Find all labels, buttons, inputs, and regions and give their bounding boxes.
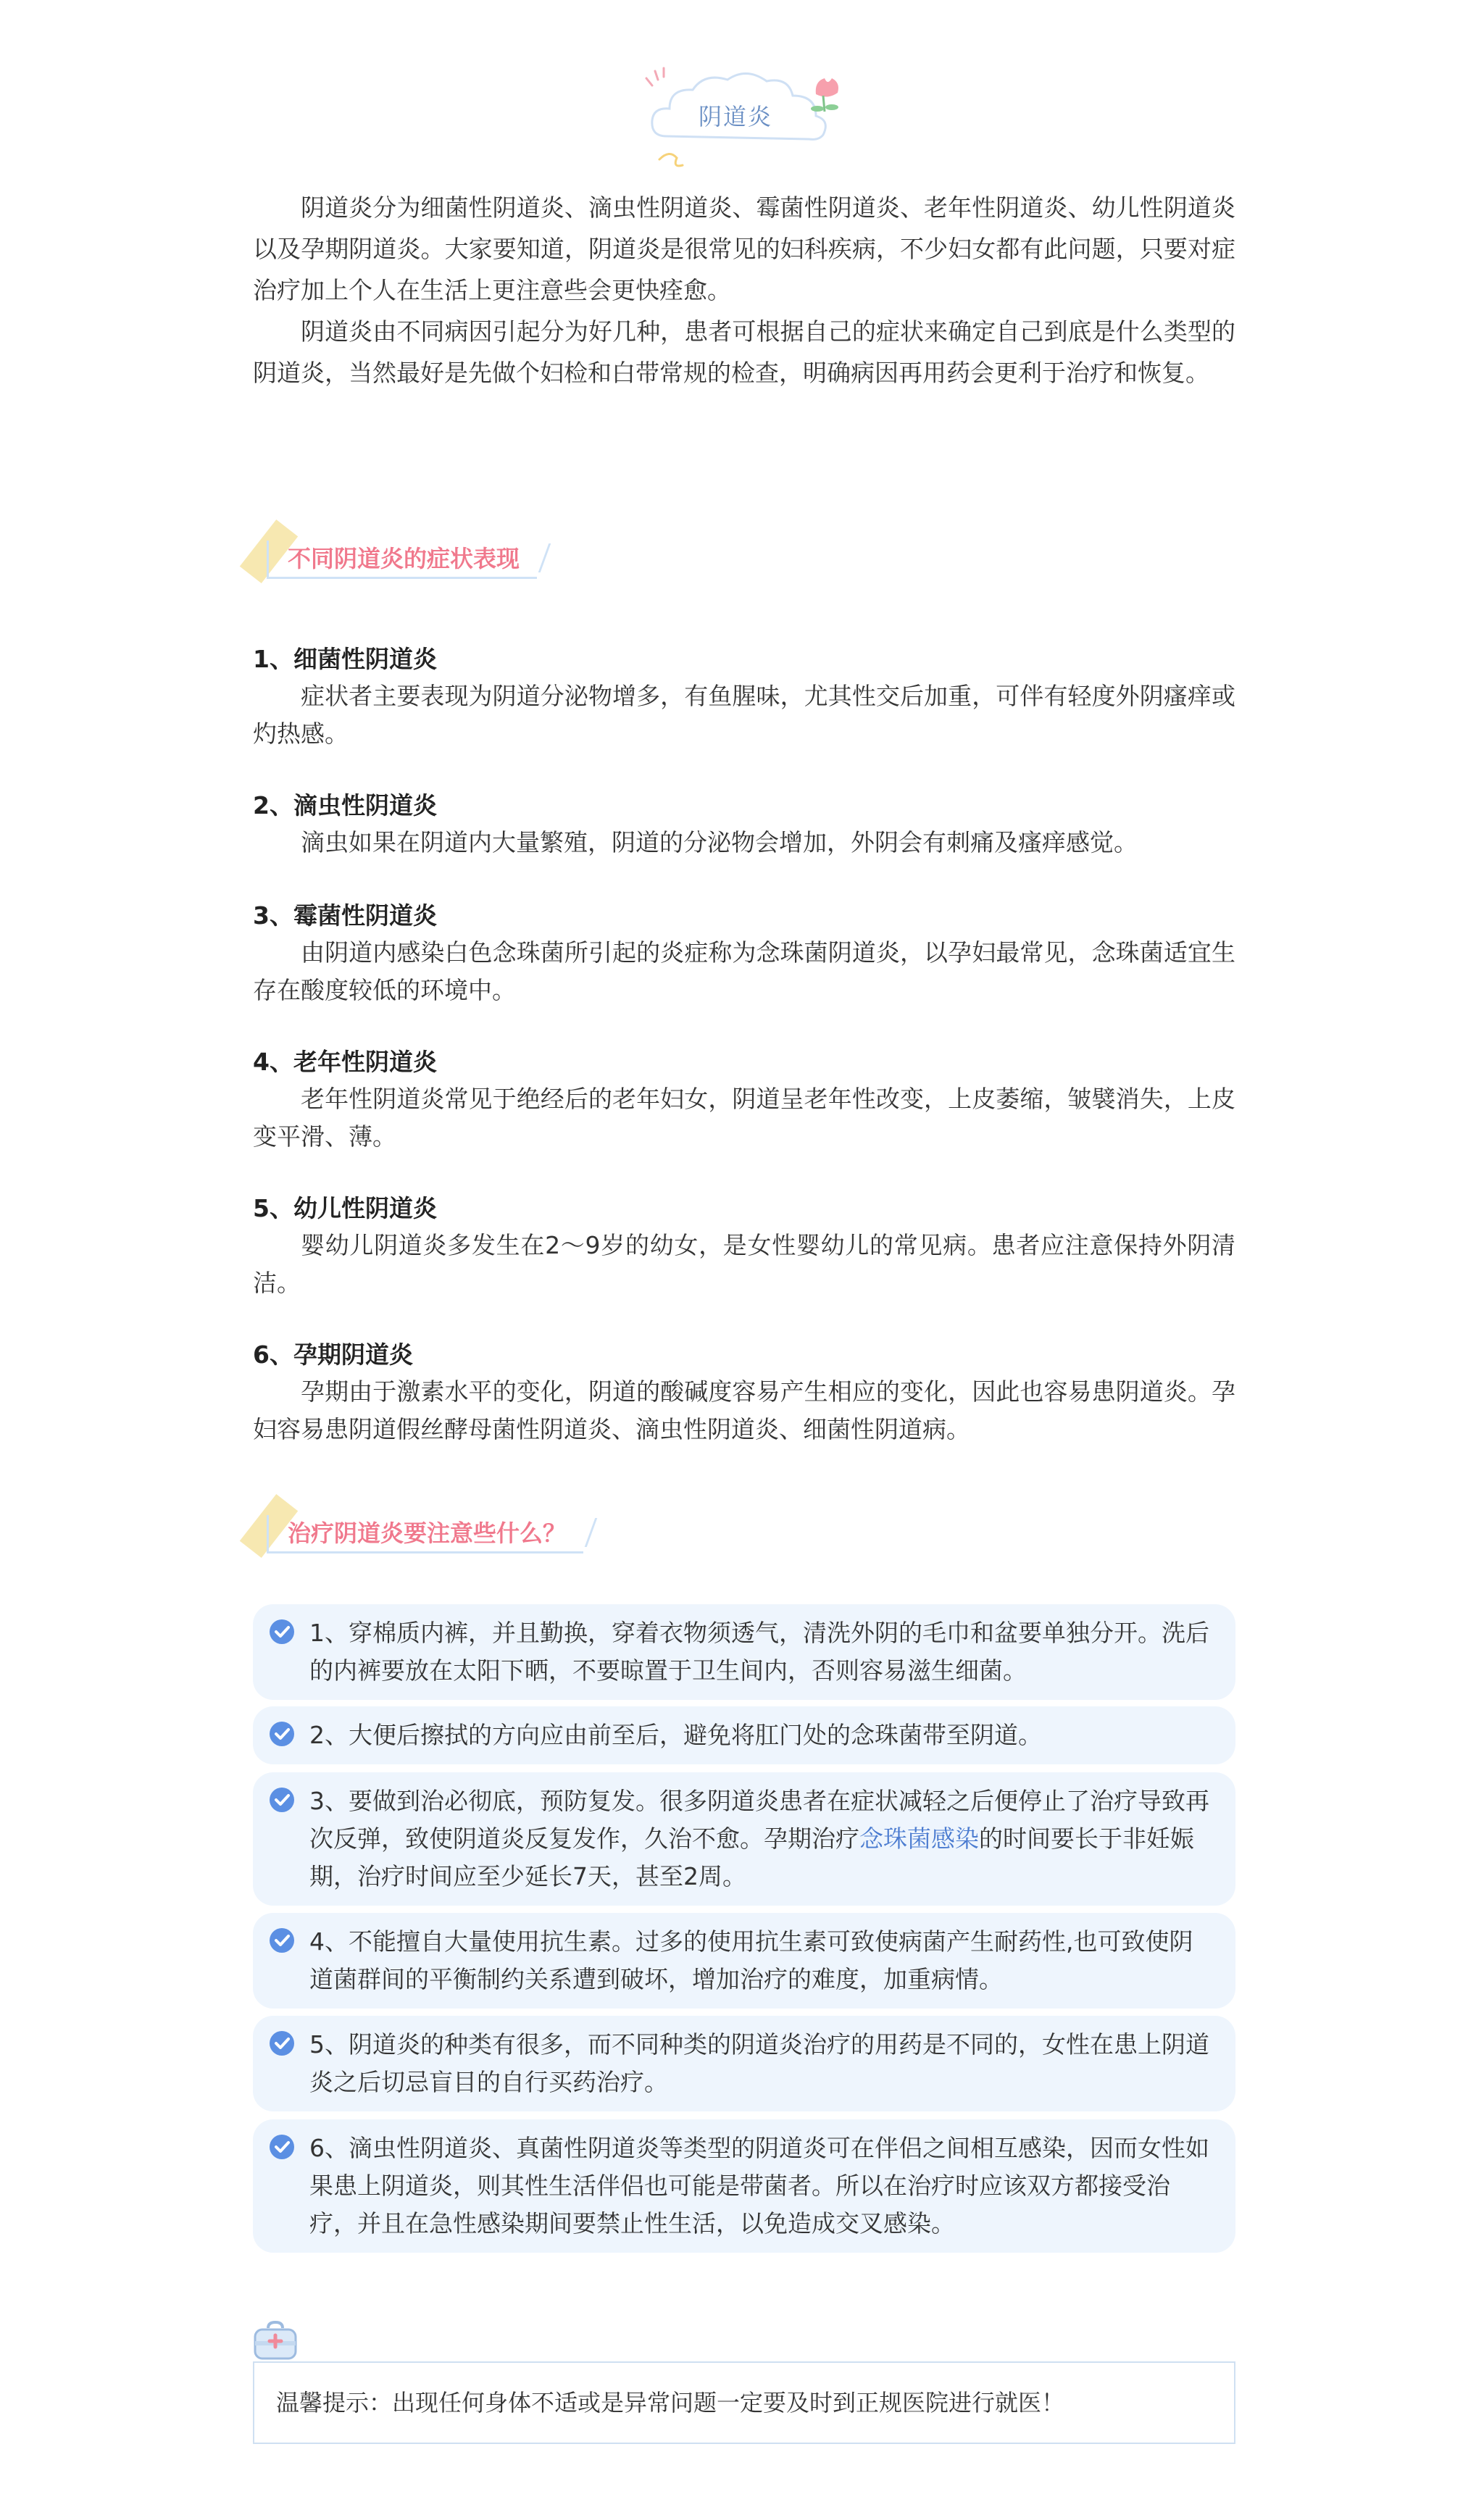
section-heading-label: 不同阴道炎的症状表现 xyxy=(267,541,537,579)
treatment-text-part: 的时间要长于非妊娠期，治疗时间应至少延长7天，甚至2周。 xyxy=(309,1824,1194,1890)
symptom-item xyxy=(253,1190,1235,1302)
symptom-title: 4、老年性阴道炎 xyxy=(253,1048,437,1076)
treatment-text: 4、不能擅自大量使用抗生素。过多的使用抗生素可致使病菌产生耐药性,也可致使阴道菌群间的平衡制约关系遭到破坏，增加治疗的难度，加重病情。 xyxy=(309,1927,1193,1993)
symptom-text: 症状者主要表现为阴道分泌物增多，有鱼腥味，尤其性交后加重，可伴有轻度外阴瘙痒或灼热感。 xyxy=(253,682,1235,748)
treatment-text: 1、穿棉质内裤，并且勤换，穿着衣物须透气，清洗外阴的毛巾和盆要单独分开。洗后的内裤要放在太阳下晒，不要晾置于卫生间内，否则容易滋生细菌。 xyxy=(309,1619,1209,1685)
symptom-title: 2、滴虫性阴道炎 xyxy=(253,791,437,819)
symptom-text: 滴虫如果在阴道内大量繁殖，阴道的分泌物会增加，外阴会有刺痛及瘙痒感觉。 xyxy=(301,828,1138,856)
title-banner xyxy=(638,51,848,174)
section-heading-label: 治疗阴道炎要注意些什么？ xyxy=(267,1515,583,1553)
symptom-item xyxy=(253,641,1235,753)
treatment-text: 6、滴虫性阴道炎、真菌性阴道炎等类型的阴道炎可在伴侣之间相互感染，因而女性如果患上阴道炎，则其性生活伴侣也可能是带菌者。所以在治疗时应该双方都接受治疗，并且在急性感染期间要禁止性生活，以免造成交叉感染。 xyxy=(309,2134,1209,2237)
symptom-title: 6、孕期阴道炎 xyxy=(253,1340,413,1369)
symptom-item xyxy=(253,1337,1235,1448)
symptom-title: 1、细菌性阴道炎 xyxy=(253,645,437,673)
symptom-text: 由阴道内感染白色念珠菌所引起的炎症称为念珠菌阴道炎，以孕妇最常见，念珠菌适宜生存在酸度较低的环境中。 xyxy=(253,938,1235,1004)
treatment-text-part: 3、要做到治必彻底，预防复发。很多阴道炎患者在症状减轻之后便停止了治疗导致再次反弹，致使阴道炎反复发作，久治不愈。孕期治疗 xyxy=(309,1787,1209,1853)
check-circle-icon xyxy=(269,2030,295,2056)
intro-paragraph: 阴道炎分为细菌性阴道炎、滴虫性阴道炎、霉菌性阴道炎、老年性阴道炎、幼儿性阴道炎以及孕期阴道炎。大家要知道，阴道炎是很常见的妇科疾病，不少妇女都有此问题，只要对症治疗加上个人在生活上更注意些会更快痊愈。 xyxy=(253,193,1235,304)
check-circle-icon xyxy=(269,1619,295,1645)
check-circle-icon xyxy=(269,1787,295,1813)
check-circle-icon xyxy=(269,1927,295,1953)
medical-kit-icon xyxy=(252,2321,299,2363)
symptom-item xyxy=(253,898,1235,1009)
treatment-card xyxy=(253,1604,1235,1700)
symptom-item xyxy=(253,1044,1235,1156)
treatment-card xyxy=(253,1772,1235,1906)
symptom-text: 孕期由于激素水平的变化，阴道的酸碱度容易产生相应的变化，因此也容易患阴道炎。孕妇容易患阴道假丝酵母菌性阴道炎、滴虫性阴道炎、细菌性阴道病。 xyxy=(253,1377,1235,1443)
page-title: 阴道炎 xyxy=(698,103,772,130)
treatment-text: 5、阴道炎的种类有很多，而不同种类的阴道炎治疗的用药是不同的，女性在患上阴道炎之后切忌盲目的自行买药治疗。 xyxy=(309,2030,1209,2096)
treatment-card xyxy=(253,1706,1235,1764)
symptom-item xyxy=(253,788,1235,862)
check-circle-icon xyxy=(269,2134,295,2160)
treatment-card xyxy=(253,1913,1235,2009)
intro-paragraph: 阴道炎由不同病因引起分为好几种，患者可根据自己的症状来确定自己到底是什么类型的阴道炎，当然最好是先做个妇检和白带常规的检查，明确病因再用药会更利于治疗和恢复。 xyxy=(253,317,1235,387)
symptom-text: 老年性阴道炎常见于绝经后的老年妇女，阴道呈老年性改变，上皮萎缩，皱襞消失，上皮变平滑、薄。 xyxy=(253,1085,1235,1151)
treatment-text: 2、大便后擦拭的方向应由前至后，避免将肛门处的念珠菌带至阴道。 xyxy=(309,1721,1042,1749)
candida-infection-link[interactable]: 念珠菌感染 xyxy=(859,1824,979,1853)
treatment-card xyxy=(253,2119,1235,2253)
treatment-card xyxy=(253,2016,1235,2111)
intro xyxy=(253,187,1235,393)
treatment-text xyxy=(309,1782,1209,1895)
symptom-title: 5、幼儿性阴道炎 xyxy=(253,1194,437,1222)
symptom-title: 3、霉菌性阴道炎 xyxy=(253,901,437,930)
symptom-text: 婴幼儿阴道炎多发生在2～9岁的幼女，是女性婴幼儿的常见病。患者应注意保持外阴清洁。 xyxy=(253,1231,1235,1297)
warm-tip: 温馨提示：出现任何身体不适或是异常问题一定要及时到正规医院进行就医！ xyxy=(253,2361,1235,2444)
check-circle-icon xyxy=(269,1721,295,1747)
